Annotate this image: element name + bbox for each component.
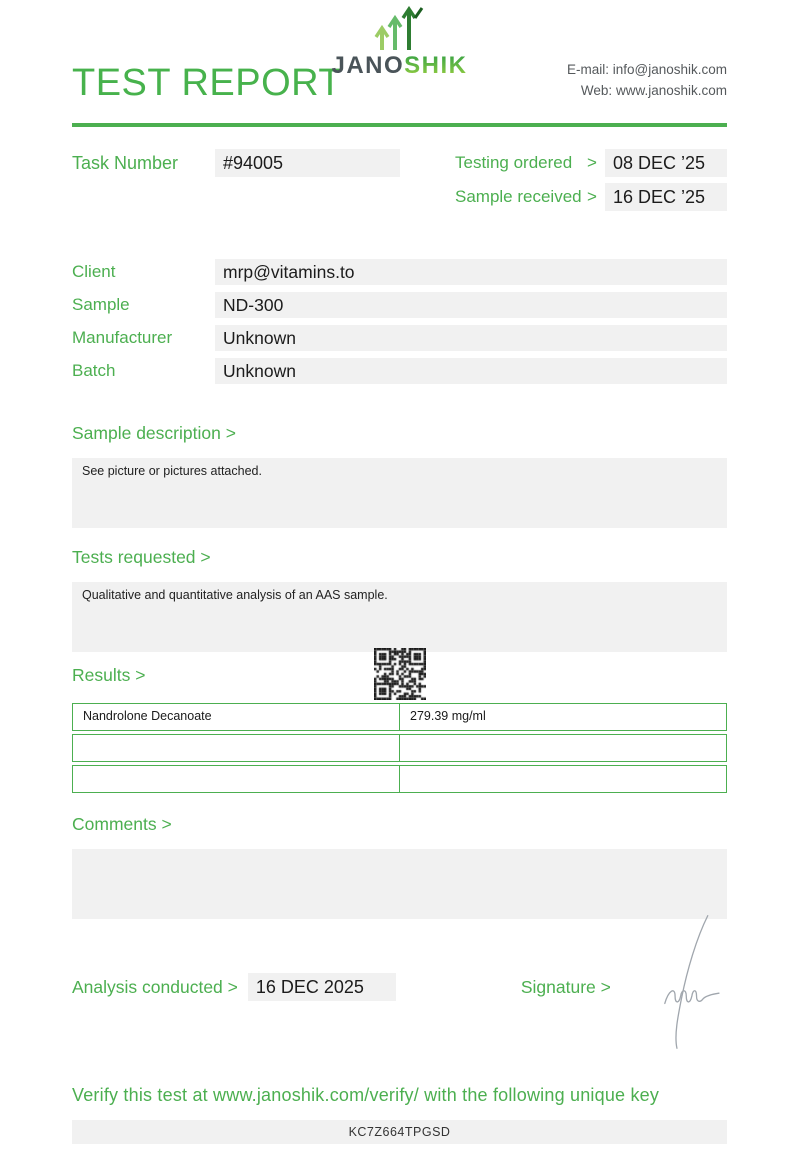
- unique-key-value: KC7Z664TPGSD: [72, 1120, 727, 1144]
- sample-value: ND-300: [215, 292, 727, 318]
- logo-word-green: SHIK: [404, 52, 468, 79]
- result-amount-cell: [399, 765, 727, 793]
- table-row: [72, 703, 727, 731]
- results-table: [72, 703, 727, 793]
- analysis-date-value: 16 DEC 2025: [248, 973, 396, 1001]
- email-value: info@janoshik.com: [612, 62, 727, 77]
- testing-ordered-row: [455, 149, 727, 177]
- header-divider: [72, 123, 727, 127]
- client-label: Client: [72, 262, 116, 281]
- tests-requested-text: Qualitative and quantitative analysis of an AAS sample.: [72, 582, 727, 652]
- verify-instruction: Verify this test at www.janoshik.com/verify/ with the following unique key: [72, 1085, 660, 1105]
- tests-requested-label: Tests requested >: [72, 547, 211, 567]
- comments-text: [72, 849, 727, 919]
- batch-row: [72, 358, 727, 384]
- analysis-conducted-label: Analysis conducted >: [72, 976, 238, 997]
- dates-block: [455, 149, 727, 217]
- result-amount-cell: [399, 734, 727, 762]
- tests-requested-section: [72, 547, 727, 652]
- batch-label: Batch: [72, 361, 116, 380]
- analysis-signature-row: [72, 973, 727, 1001]
- sample-received-label: Sample received: [455, 187, 582, 206]
- result-substance-cell: Nandrolone Decanoate: [72, 703, 399, 731]
- result-amount-cell: 279.39 mg/ml: [399, 703, 727, 731]
- sample-description-label: Sample description >: [72, 423, 236, 443]
- report-header: [72, 0, 727, 110]
- janoshik-logo: [330, 6, 470, 78]
- email-label: E-mail:: [566, 62, 609, 77]
- signature-label: Signature >: [520, 976, 611, 997]
- manufacturer-row: [72, 325, 727, 351]
- logo-chart-icon: [371, 6, 429, 52]
- comments-section: [72, 814, 727, 919]
- batch-value: Unknown: [215, 358, 727, 384]
- client-row: [72, 259, 727, 285]
- task-number-row: [72, 149, 400, 217]
- manufacturer-value: Unknown: [215, 325, 727, 351]
- task-section: [72, 149, 727, 217]
- testing-ordered-value: 08 DEC ’25: [605, 149, 727, 177]
- logo-wordmark: [330, 54, 470, 78]
- contact-info: [567, 60, 727, 102]
- signature-scribble: [645, 912, 735, 1052]
- testing-ordered-label: Testing ordered: [455, 153, 573, 172]
- arrow-glyph: >: [587, 153, 597, 172]
- qr-code-icon: [374, 648, 426, 700]
- contact-email-line: [567, 60, 727, 81]
- results-label: Results >: [72, 665, 146, 685]
- client-value: mrp@vitamins.to: [215, 259, 727, 285]
- table-row: [72, 734, 727, 762]
- result-substance-cell: [72, 734, 399, 762]
- sample-description-text: See picture or pictures attached.: [72, 458, 727, 528]
- sample-row: [72, 292, 727, 318]
- table-row: [72, 765, 727, 793]
- arrow-glyph: >: [587, 187, 597, 206]
- web-label: Web:: [580, 82, 613, 98]
- page-title: TEST REPORT: [72, 62, 343, 104]
- info-section: [72, 259, 727, 384]
- results-section: [72, 665, 727, 793]
- contact-web-line: [567, 81, 727, 102]
- sample-description-section: [72, 423, 727, 528]
- sample-received-value: 16 DEC ’25: [605, 183, 727, 211]
- web-value: www.janoshik.com: [615, 82, 727, 98]
- task-number-label: Task Number: [72, 153, 179, 173]
- task-number-value: #94005: [215, 149, 400, 177]
- result-substance-cell: [72, 765, 399, 793]
- sample-label: Sample: [72, 295, 130, 314]
- sample-received-row: [455, 183, 727, 211]
- logo-word-dark: JANO: [331, 52, 405, 79]
- comments-label: Comments >: [72, 814, 172, 834]
- manufacturer-label: Manufacturer: [72, 328, 173, 347]
